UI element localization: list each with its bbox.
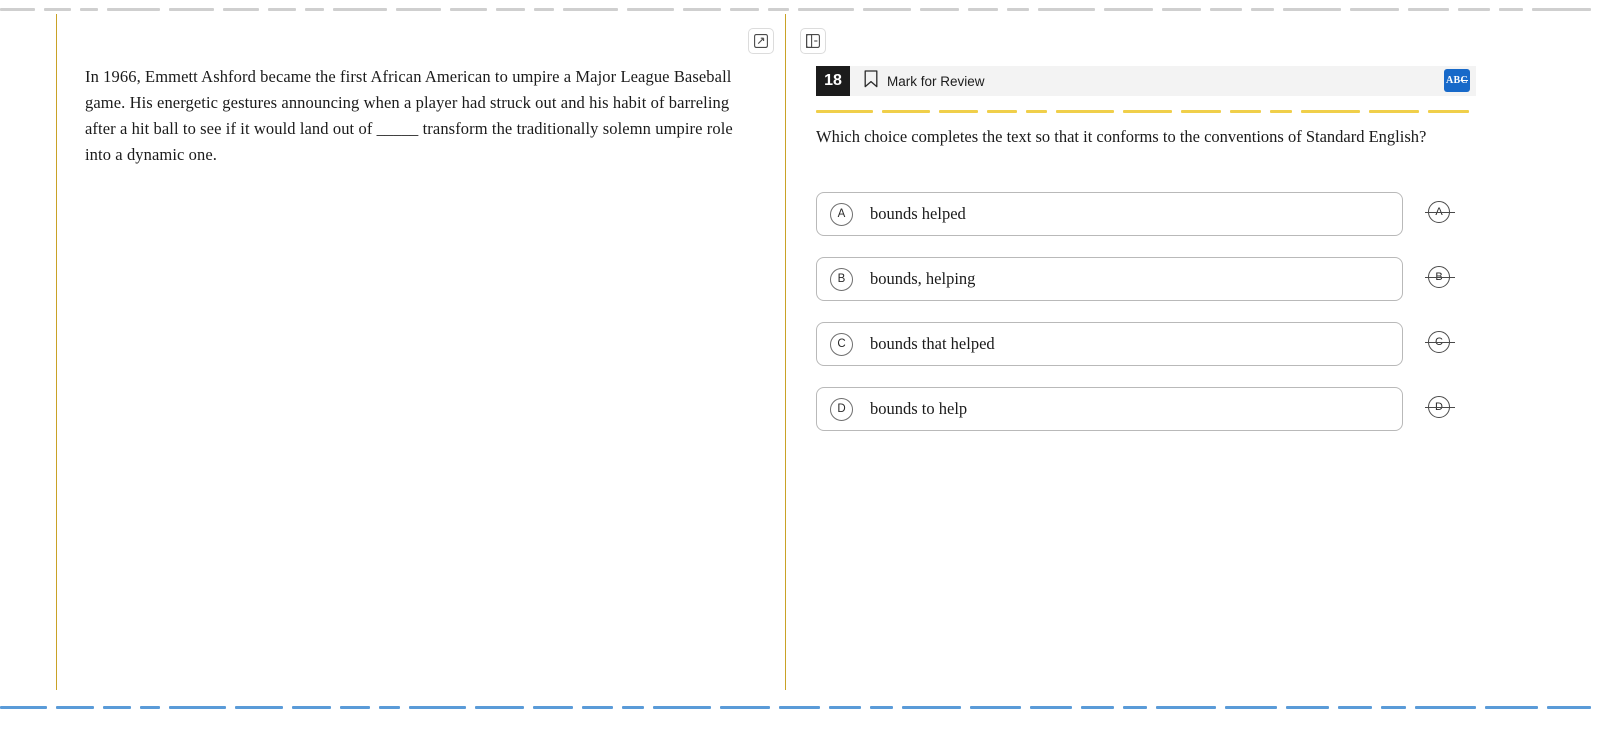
strike-choice-c-button[interactable]: [1428, 331, 1450, 353]
dash-segment: [1415, 706, 1477, 709]
dash-segment: [56, 706, 94, 709]
dash-segment: [268, 8, 296, 11]
choice-text-c: bounds that helped: [870, 334, 995, 353]
dash-segment: [340, 706, 370, 709]
dash-segment: [1350, 8, 1399, 11]
dash-segment: [103, 706, 132, 709]
dash-segment: [533, 706, 573, 709]
abc-strikethrough-icon[interactable]: [1444, 69, 1470, 92]
passage-pane: [56, 14, 786, 690]
dash-segment: [140, 706, 160, 709]
dash-segment: [1408, 8, 1449, 11]
question-prompt: Which choice completes the text so that it conforms to the conventions of Standard English?: [816, 127, 1427, 146]
dash-segment: [1270, 110, 1292, 113]
answer-choice-a[interactable]: [816, 192, 1403, 236]
dash-segment: [816, 110, 873, 113]
dash-segment: [882, 110, 930, 113]
dash-segment: [80, 8, 98, 11]
dash-segment: [779, 706, 820, 709]
dash-segment: [496, 8, 525, 11]
dash-segment: [939, 110, 978, 113]
passage-container: [85, 64, 745, 168]
choice-letter-c: C: [830, 333, 853, 356]
dash-segment: [1532, 8, 1591, 11]
dash-segment: [1007, 8, 1029, 11]
dash-segment: [627, 8, 674, 11]
passage-text: In 1966, Emmett Ashford became the first African American to umpire a Major League Baseball game. His energetic gestures announcing when a player had struck out and his habit of barreling after a hit ball to see if it would land out of _____ transform the traditionally solemn umpire role into a dynamic one.: [85, 67, 733, 164]
mark-for-review-label: Mark for Review: [887, 73, 985, 89]
dash-segment: [720, 706, 770, 709]
dash-segment: [730, 8, 759, 11]
dash-segment: [1230, 110, 1261, 113]
question-header: [816, 66, 1476, 96]
dash-segment: [970, 706, 1021, 709]
dash-segment: [475, 706, 524, 709]
dash-segment: [968, 8, 998, 11]
dash-segment: [409, 706, 467, 709]
choice-row-d: [816, 387, 1506, 431]
dash-segment: [1225, 706, 1277, 709]
dash-segment: [798, 8, 854, 11]
choice-row-c: [816, 322, 1506, 366]
strike-choice-b-button[interactable]: [1428, 266, 1450, 288]
dash-segment: [107, 8, 160, 11]
question-number: 18: [816, 66, 850, 96]
dash-segment: [863, 8, 911, 11]
dash-segment: [1547, 706, 1591, 709]
dash-segment: [563, 8, 618, 11]
choice-text-d: bounds to help: [870, 399, 968, 418]
dash-segment: [1056, 110, 1114, 113]
dash-segment: [768, 8, 789, 11]
dash-segment: [683, 8, 721, 11]
dash-segment: [0, 706, 47, 709]
question-pane: [800, 14, 1540, 690]
mark-for-review-button[interactable]: [864, 70, 985, 93]
question-header-dashed-rule: [816, 110, 1478, 113]
strike-line-d: [1425, 407, 1455, 408]
expand-panel-icon[interactable]: [748, 28, 774, 54]
dash-segment: [1030, 706, 1072, 709]
dash-segment: [1283, 8, 1341, 11]
dash-segment: [1156, 706, 1217, 709]
dash-segment: [1338, 706, 1372, 709]
dash-segment: [1286, 706, 1329, 709]
choice-letter-b: B: [830, 268, 853, 291]
dash-segment: [305, 8, 324, 11]
dash-segment: [1181, 110, 1221, 113]
dash-segment: [379, 706, 400, 709]
dash-segment: [169, 8, 214, 11]
dash-segment: [870, 706, 893, 709]
dash-segment: [1251, 8, 1274, 11]
dash-segment: [1499, 8, 1523, 11]
answer-choice-d[interactable]: [816, 387, 1403, 431]
top-dashed-rule: [0, 8, 1600, 11]
dash-segment: [44, 8, 71, 11]
strike-line-c: [1425, 342, 1455, 343]
dash-segment: [1104, 8, 1152, 11]
dash-segment: [1428, 110, 1469, 113]
answer-choices: [816, 192, 1506, 452]
dash-segment: [1081, 706, 1114, 709]
strike-choice-d-button[interactable]: [1428, 396, 1450, 418]
abc-badge-prefix: AB: [1445, 75, 1461, 86]
dash-segment: [1210, 8, 1241, 11]
dash-segment: [1458, 8, 1490, 11]
choice-text-b: bounds, helping: [870, 269, 976, 288]
dash-segment: [653, 706, 712, 709]
strike-line-a: [1425, 212, 1455, 213]
bottom-dashed-rule: [0, 706, 1600, 709]
dash-segment: [829, 706, 861, 709]
answer-choice-c[interactable]: [816, 322, 1403, 366]
dash-segment: [333, 8, 387, 11]
dash-segment: [1381, 706, 1406, 709]
dash-segment: [1369, 110, 1419, 113]
dash-segment: [1162, 8, 1202, 11]
answer-choice-b[interactable]: [816, 257, 1403, 301]
choice-letter-a: A: [830, 203, 853, 226]
dash-segment: [1301, 110, 1360, 113]
dash-segment: [1038, 8, 1095, 11]
choice-row-b: [816, 257, 1506, 301]
dash-segment: [1485, 706, 1538, 709]
dash-segment: [1026, 110, 1047, 113]
dash-segment: [622, 706, 644, 709]
abc-badge-struck: C: [1460, 75, 1469, 86]
dash-segment: [169, 706, 226, 709]
strike-line-b: [1425, 277, 1455, 278]
bookmark-icon: [864, 70, 878, 93]
dash-segment: [450, 8, 487, 11]
dash-segment: [223, 8, 259, 11]
dash-segment: [0, 8, 35, 11]
dash-segment: [582, 706, 613, 709]
dash-segment: [292, 706, 331, 709]
dash-segment: [920, 8, 959, 11]
choice-text-a: bounds helped: [870, 204, 966, 223]
dash-segment: [396, 8, 442, 11]
dash-segment: [902, 706, 962, 709]
choice-row-a: [816, 192, 1506, 236]
dash-segment: [1123, 110, 1172, 113]
strike-choice-a-button[interactable]: [1428, 201, 1450, 223]
dash-segment: [1123, 706, 1147, 709]
dash-segment: [235, 706, 283, 709]
dash-segment: [987, 110, 1017, 113]
choice-letter-d: D: [830, 398, 853, 421]
dash-segment: [534, 8, 554, 11]
